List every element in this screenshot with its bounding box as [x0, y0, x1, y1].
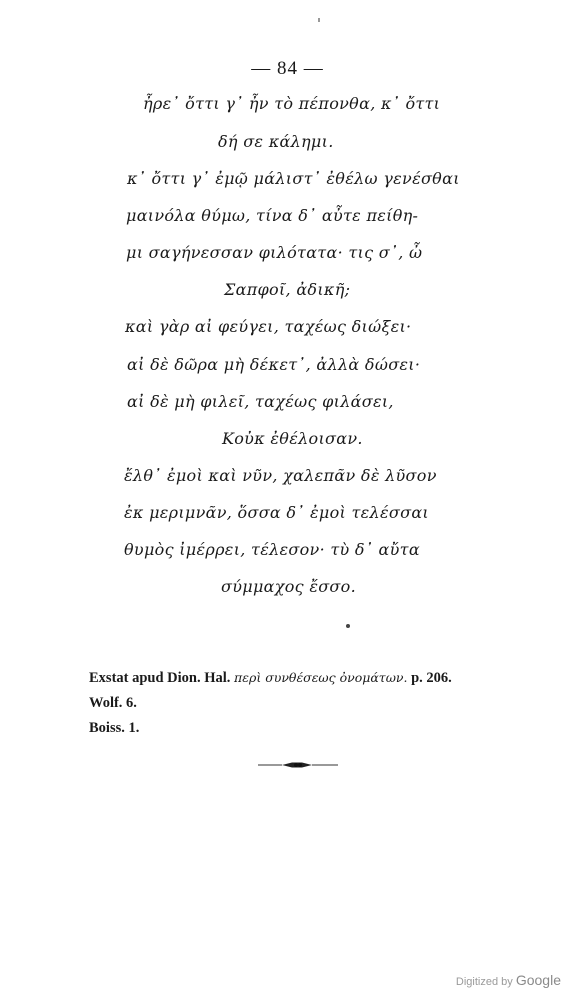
edition-note-text: Boiss. 1.	[89, 720, 140, 736]
poem-line: ἦρε᾽ ὄττι γ᾽ ἦν τὸ πέπονθα, κ᾽ ὄττι	[143, 94, 441, 113]
source-note-greek: περὶ συνθέσεως ὀνομάτων.	[234, 670, 408, 685]
poem-line: σύμμαχος ἔσσο.	[221, 577, 356, 596]
poem-line: Σαπφοῖ, ἀδικῆ;	[224, 280, 351, 299]
poem-line: ἔλθ᾽ ἐμοὶ καὶ νῦν, χαλεπᾶν δὲ λῦσον	[124, 466, 437, 485]
source-note	[89, 670, 452, 687]
ink-speck	[318, 18, 320, 22]
poem-line: μι σαγήνεσσαν φιλότατα· τις σ᾽, ὦ	[126, 243, 423, 262]
edition-note-wolf	[89, 695, 137, 712]
google-logo: Google	[515, 972, 561, 988]
poem-line: ἐκ μεριμνᾶν, ὅσσα δ᾽ ἐμοὶ τελέσσαι	[124, 503, 430, 522]
digitized-by-label: Digitized by	[455, 976, 513, 988]
edition-note-text: Wolf. 6.	[89, 695, 137, 711]
poem-line: αἰ δὲ μὴ φιλεῖ, ταχέως φιλάσει,	[127, 392, 394, 411]
separator-dot	[346, 624, 350, 628]
poem-line: κ᾽ ὄττι γ᾽ ἐμῷ μάλιστ᾽ ἐθέλω γενέσθαι	[127, 169, 460, 188]
poem-line: Κοὐκ ἐθέλοισαν.	[222, 429, 363, 448]
poem-line: θυμὸς ἰμέρρει, τέλεσον· τὺ δ᾽ αὔτα	[124, 540, 420, 559]
poem-line: αἰ δὲ δῶρα μὴ δέκετ᾽, ἀλλὰ δώσει·	[127, 355, 421, 374]
page-number: — 84 —	[251, 58, 324, 79]
ornament-rule-icon	[258, 760, 338, 770]
edition-note-boiss	[89, 720, 139, 737]
source-note-suffix: p. 206.	[411, 670, 452, 686]
poem-line: δή σε κάλημι.	[218, 132, 334, 151]
source-note-prefix: Exstat apud Dion. Hal.	[89, 670, 231, 686]
poem-line: μαινόλα θύμω, τίνα δ᾽ αὖτε πείθη-	[126, 206, 419, 225]
digitized-by-watermark	[456, 972, 561, 988]
poem-line: καὶ γὰρ αἰ φεύγει, ταχέως διώξει·	[125, 317, 412, 336]
